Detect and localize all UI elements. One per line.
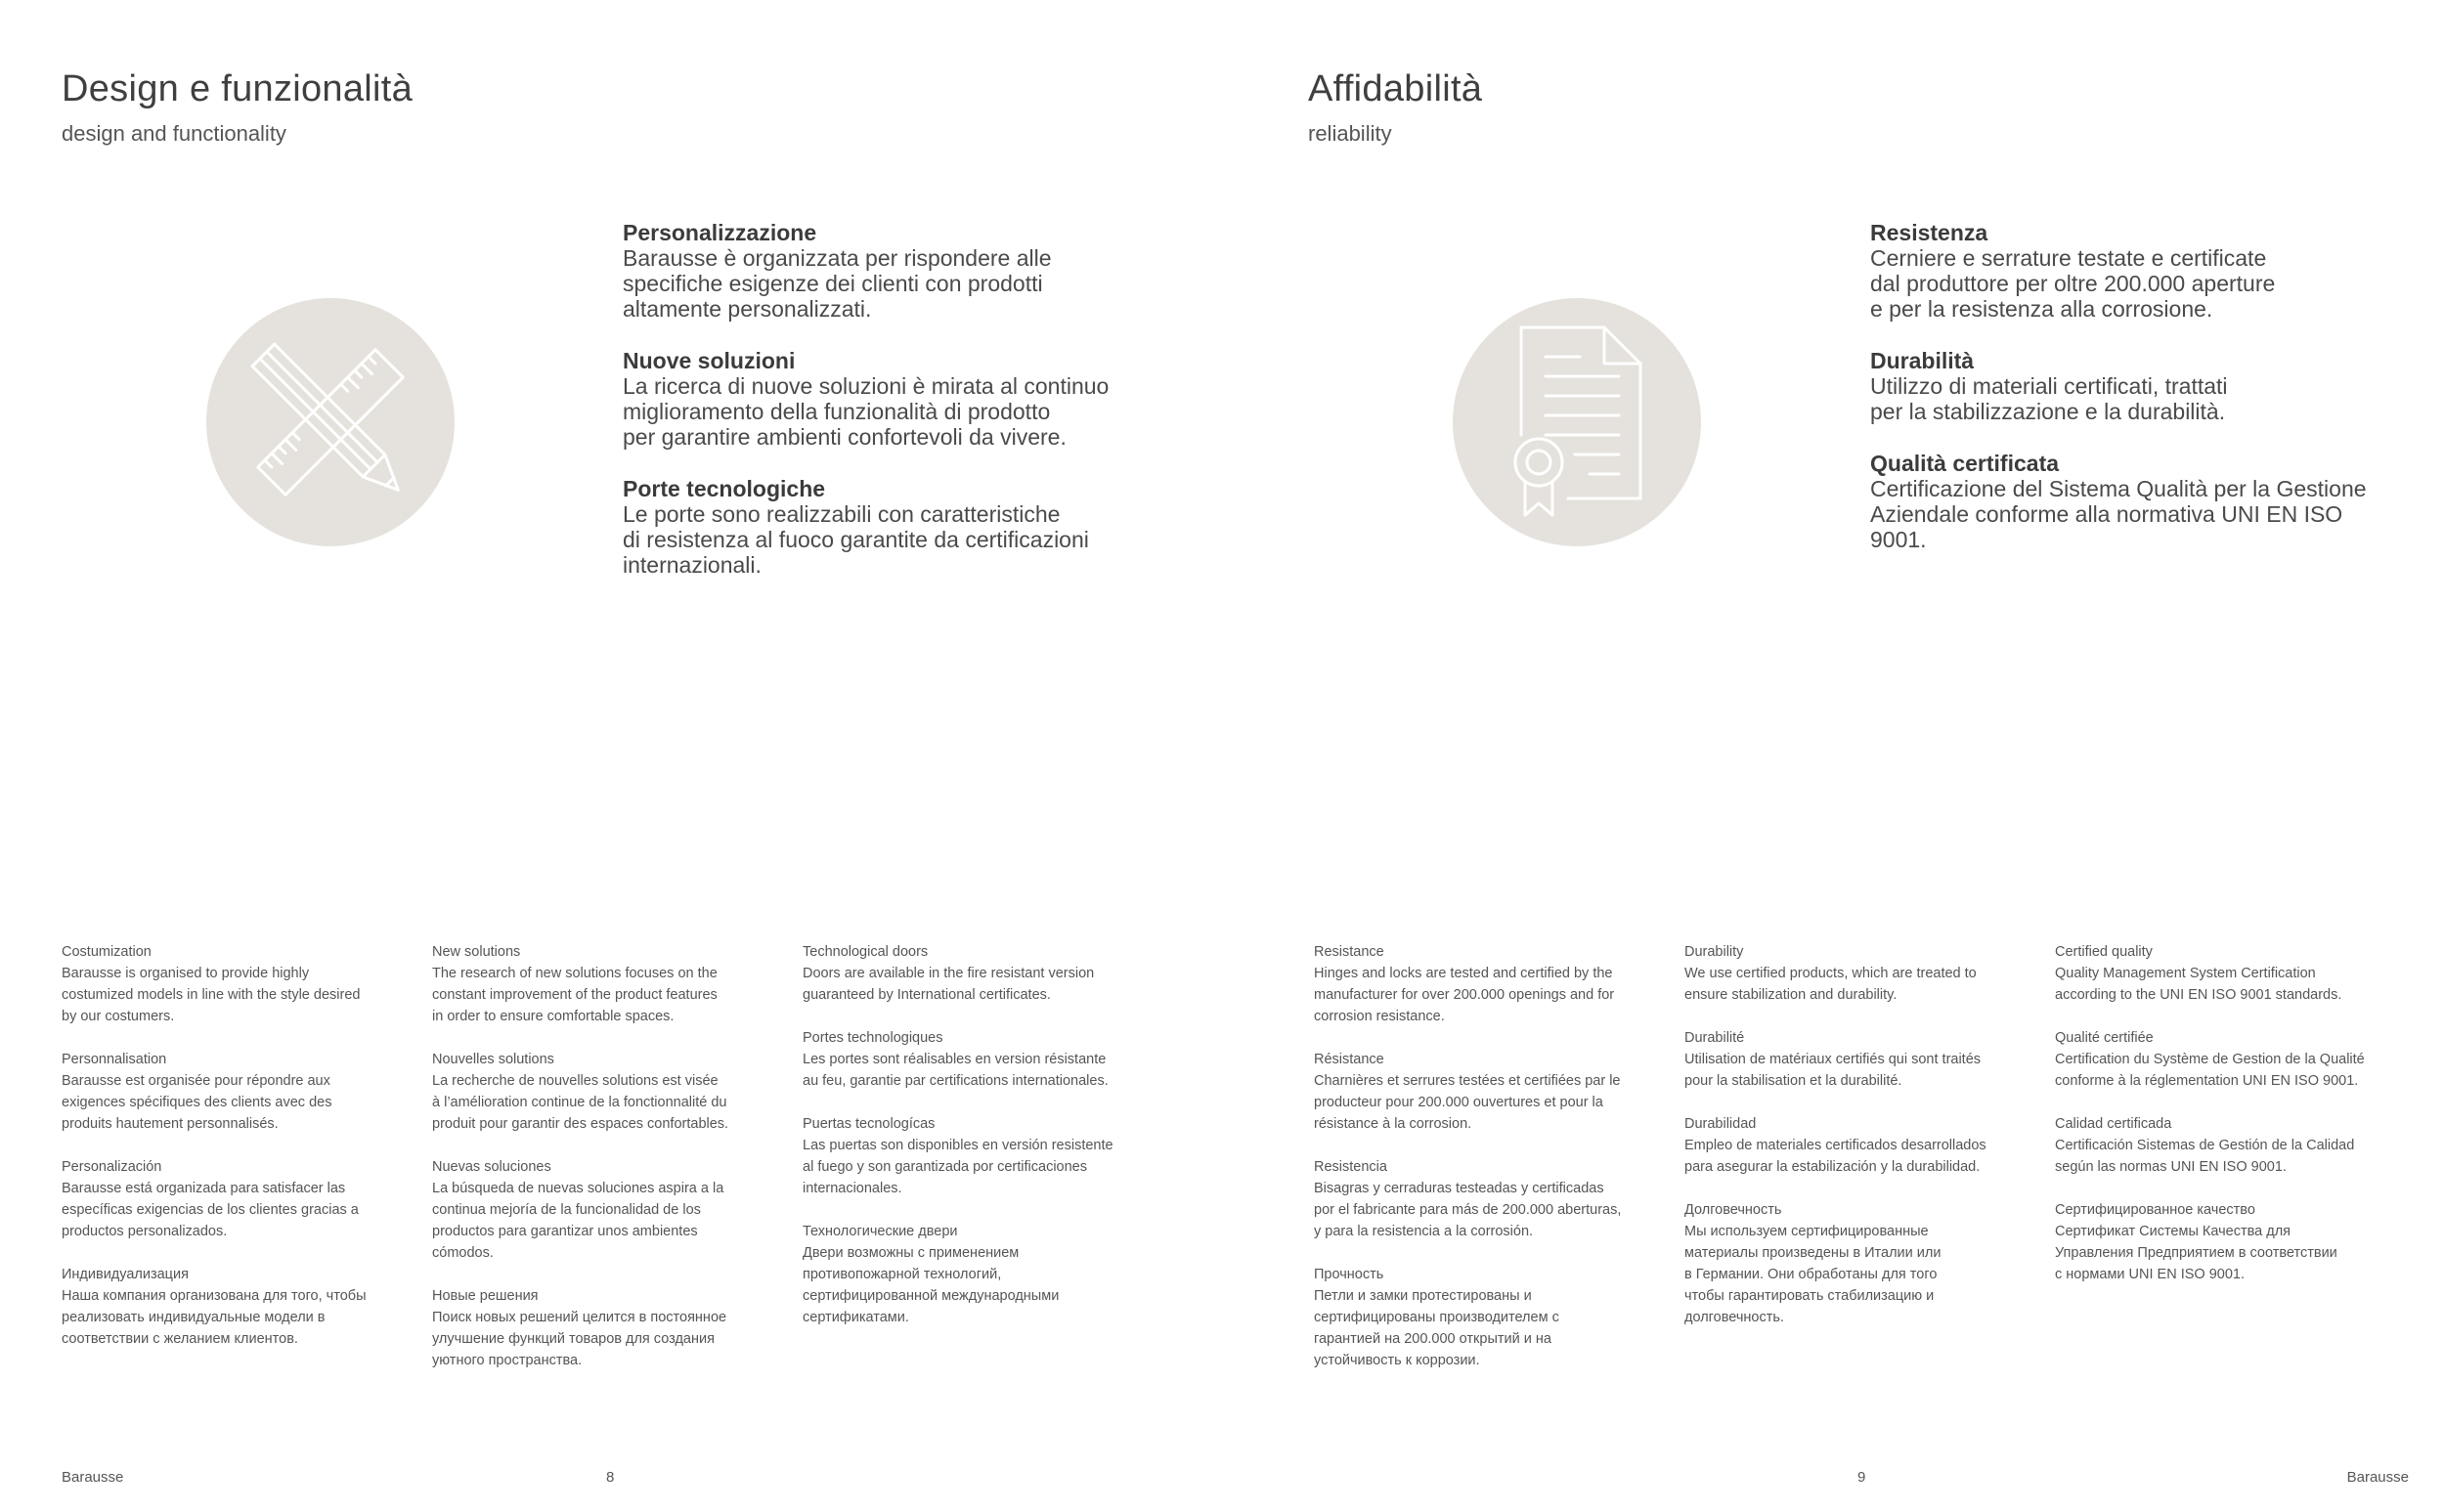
translation-text: Сертификат Системы Качества для Управления Предприятием в соответствии с нормами UNI EN ISO 9001. [2055,1224,2337,1282]
translation-block [1684,941,2046,1006]
translation-heading: Durability [1684,944,1744,960]
translation-text: Certification du Système de Gestion de la Qualité conforme à la réglementation UNI EN ISO 9001. [2055,1052,2365,1089]
translation-block [62,941,423,1027]
translation-block [1314,1156,1676,1242]
translation-text: The research of new solutions focuses on the constant improvement of the product features in order to ensure comfortable spaces. [432,966,718,1024]
translation-heading: Resistencia [1314,1159,1387,1175]
translation-heading: Durabilidad [1684,1116,1757,1132]
translation-column [803,941,1164,1350]
feature-text: Cerniere e serrature testate e certificate dal produttore per oltre 200.000 aperture e per la resistenza alla corrosione. [1870,245,2276,322]
translation-heading: Nuevas soluciones [432,1159,551,1175]
translation-block [1684,1199,2046,1328]
translation-heading: Прочность [1314,1267,1384,1282]
translation-block [2055,1113,2417,1178]
translation-text: Doors are available in the fire resistant version guaranteed by International certificates. [803,966,1095,1003]
translation-column [1684,941,2046,1350]
translation-text: Barausse está organizada para satisfacer las específicas exigencias de los clientes gracias a productos personalizados. [62,1181,359,1239]
feature-text: Utilizzo di materiali certificati, trattati per la stabilizzazione e la durabilità. [1870,373,2228,424]
left-features [623,220,1200,604]
translation-heading: Индивидуализация [62,1267,189,1282]
footer-brand-right: Barausse [2346,1469,2409,1486]
translation-heading: Costumization [62,944,152,960]
translation-heading: Certified quality [2055,944,2153,960]
page-number-right: 9 [1857,1469,1866,1486]
translation-block [803,1027,1164,1092]
translation-block [1684,1027,2046,1092]
translation-text: Двери возможны с применением противопожарной технологий, сертифицированной международными сертификатами. [803,1245,1060,1325]
translation-column [62,941,423,1371]
translation-text: Петли и замки протестированы и сертифицированы производителем с гарантией на 200.000 открытий и на устойчивость к коррозии. [1314,1288,1559,1368]
translation-text: Barausse is organised to provide highly costumized models in line with the style desired by our costumers. [62,966,361,1024]
translation-block [62,1264,423,1350]
translation-heading: Технологические двери [803,1224,958,1239]
translation-text: La recherche de nouvelles solutions est visée à l’amélioration continue de la fonctionnalité du produit pour garantir des espaces confortables. [432,1073,729,1132]
feature-text: Barausse è organizzata per rispondere alle specifiche esigenze dei clienti con prodotti altamente personalizzati. [623,245,1052,322]
feature-block [623,476,1200,578]
footer-brand-left: Barausse [62,1469,124,1486]
translation-text: Les portes sont réalisables en version résistante au feu, garantie par certifications internationales. [803,1052,1109,1089]
left-page-title: Design e funzionalità [62,68,414,109]
translation-text: Charnières et serrures testées et certifiées par le producteur pour 200.000 ouvertures et pour la résistance à la corrosion. [1314,1073,1621,1132]
translation-heading: Новые решения [432,1288,539,1304]
feature-text: La ricerca di nuove soluzioni è mirata al continuo miglioramento della funzionalità di prodotto per garantire ambienti confortevoli da vivere. [623,373,1110,450]
translation-text: Quality Management System Certification according to the UNI EN ISO 9001 standards. [2055,966,2342,1003]
feature-block [623,220,1200,322]
translation-text: We use certified products, which are treated to ensure stabilization and durability. [1684,966,1977,1003]
translation-heading: Qualité certifiée [2055,1030,2154,1046]
feature-block [1870,220,2444,322]
translation-text: Bisagras y cerraduras testeadas y certificadas por el fabricante para más de 200.000 aberturas, y para la resistencia a la corrosión. [1314,1181,1622,1239]
translation-heading: Résistance [1314,1052,1384,1067]
feature-block [1870,451,2444,552]
translation-column [2055,941,2417,1307]
translation-text: Мы используем сертифицированные материалы произведены в Италии или в Германии. Они обработаны для того чтобы гарантировать стабилизацию и долговечность. [1684,1224,1942,1325]
translation-block [1314,941,1676,1027]
feature-text: Le porte sono realizzabili con caratteristiche di resistenza al fuoco garantite da certificazioni internazionali. [623,501,1089,578]
translation-heading: Personnalisation [62,1052,167,1067]
translation-block [2055,1027,2417,1092]
design-icon-circle [206,298,455,546]
translation-heading: Portes technologiques [803,1030,943,1046]
translation-block [2055,1199,2417,1285]
translation-text: Поиск новых решений целится в постоянное улучшение функций товаров для создания уютного пространства. [432,1310,727,1368]
translation-block [432,1285,794,1371]
feature-title: Nuove soluzioni [623,348,796,373]
translation-text: Las puertas son disponibles en versión resistente al fuego y son garantizada por certificaciones internacionales. [803,1138,1113,1196]
translation-block [432,1156,794,1264]
translation-block [803,941,1164,1006]
right-page-subtitle: reliability [1308,121,1392,146]
translation-block [432,1049,794,1135]
translation-text: Utilisation de matériaux certifiés qui sont traités pour la stabilisation et la durabilité. [1684,1052,1982,1089]
translation-heading: Personalización [62,1159,162,1175]
translation-block [1314,1049,1676,1135]
translation-block [1314,1264,1676,1371]
feature-title: Porte tecnologiche [623,476,826,501]
translation-text: Hinges and locks are tested and certified by the manufacturer for over 200.000 openings and for corrosion resistance. [1314,966,1615,1024]
feature-title: Durabilità [1870,348,1975,373]
translation-heading: New solutions [432,944,521,960]
feature-block [1870,348,2444,424]
translation-block [2055,941,2417,1006]
translation-block [432,941,794,1027]
translation-heading: Nouvelles solutions [432,1052,554,1067]
feature-block [623,348,1200,450]
right-page-title: Affidabilità [1308,68,1483,109]
right-features [1870,220,2444,579]
translation-text: La búsqueda de nuevas soluciones aspira a la continua mejoría de la funcionalidad de los productos para garantizar unos ambientes cómodos. [432,1181,724,1261]
translation-block [62,1049,423,1135]
translation-text: Наша компания организована для того, чтобы реализовать индивидуальные модели в соответствии с желанием клиентов. [62,1288,367,1347]
translation-heading: Долговечность [1684,1202,1782,1218]
certificate-document-icon [1453,298,1701,546]
ruler-pencil-icon [206,298,455,546]
feature-title: Qualità certificata [1870,451,2060,476]
translation-heading: Calidad certificada [2055,1116,2172,1132]
translation-heading: Durabilité [1684,1030,1745,1046]
translation-column [432,941,794,1393]
translation-heading: Puertas tecnologícas [803,1116,936,1132]
translation-text: Empleo de materiales certificados desarrollados para asegurar la estabilización y la durabilidad. [1684,1138,1986,1175]
translation-block [803,1221,1164,1328]
reliability-icon-circle [1453,298,1701,546]
page-number-left: 8 [606,1469,615,1486]
feature-title: Personalizzazione [623,220,817,245]
translation-text: Certificación Sistemas de Gestión de la Calidad según las normas UNI EN ISO 9001. [2055,1138,2355,1175]
translation-heading: Resistance [1314,944,1384,960]
left-page-subtitle: design and functionality [62,121,286,146]
feature-title: Resistenza [1870,220,1988,245]
translation-heading: Сертифицированное качество [2055,1202,2255,1218]
translation-block [803,1113,1164,1199]
translation-heading: Technological doors [803,944,929,960]
translation-column [1314,941,1676,1393]
translation-block [62,1156,423,1242]
feature-text: Certificazione del Sistema Qualità per la Gestione Aziendale conforme alla normativa UNI EN ISO 9001. [1870,476,2367,552]
translation-block [1684,1113,2046,1178]
translation-text: Barausse est organisée pour répondre aux exigences spécifiques des clients avec des produits hautement personnalisés. [62,1073,332,1132]
